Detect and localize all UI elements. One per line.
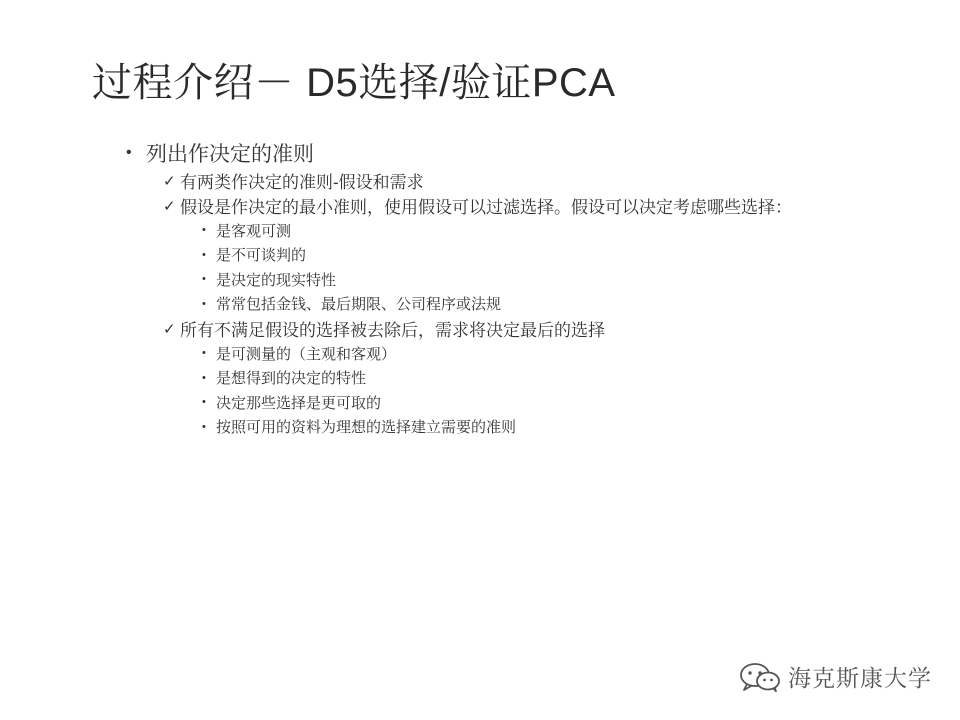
check-item-text: 有两类作决定的准则-假设和需求 (180, 173, 424, 192)
bullet-icon: • (202, 371, 206, 384)
sub-bullet-item (202, 218, 926, 243)
checkmark-icon: ✓ (163, 197, 176, 215)
sub-bullet-item (202, 390, 926, 415)
bullet-icon: • (202, 396, 206, 409)
check-item (163, 316, 926, 341)
sub-bullet-text: 是客观可测 (216, 222, 292, 240)
watermark-text: 海克斯康大学 (788, 665, 932, 691)
bullet-text: 列出作决定的准则 (146, 143, 314, 166)
sub-bullet-text: 是决定的现实特性 (216, 271, 337, 289)
bullet-icon: • (202, 347, 206, 360)
slide-title: 过程介绍－ D5选择/验证PCA (92, 61, 616, 105)
sub-bullet-text: 决定那些选择是更可取的 (216, 394, 382, 412)
sub-bullet-text: 是想得到的决定的特性 (216, 370, 367, 388)
sub-bullet-text: 是可测量的（主观和客观） (216, 345, 397, 363)
sub-bullet-text: 按照可用的资料为理想的选择建立需要的准则 (216, 419, 517, 437)
check-item (163, 168, 926, 193)
bullet-icon: • (202, 224, 206, 237)
sub-bullet-item (202, 267, 926, 292)
wechat-icon (738, 662, 782, 692)
sub-bullet-text: 是不可谈判的 (216, 247, 307, 265)
checkmark-icon: ✓ (163, 320, 176, 338)
sub-bullet-text: 常常包括金钱、最后期限、公司程序或法规 (216, 296, 502, 314)
slide-content (126, 138, 926, 439)
bullet-icon: • (202, 297, 206, 310)
sub-bullet-item (202, 341, 926, 366)
bullet-icon: • (202, 420, 206, 433)
sub-bullet-item (202, 415, 926, 440)
checkmark-icon: ✓ (163, 172, 176, 190)
sub-bullet-item (202, 292, 926, 317)
watermark (738, 660, 932, 693)
bullet-item (126, 138, 926, 168)
check-item-text: 假设是作决定的最小准则，使用假设可以过滤选择。假设可以决定考虑哪些选择： (180, 198, 792, 217)
bullet-icon: • (202, 273, 206, 286)
sub-bullet-item (202, 366, 926, 391)
sub-bullet-item (202, 243, 926, 268)
bullet-icon: • (126, 144, 132, 161)
check-item (163, 193, 926, 218)
check-item-text: 所有不满足假设的选择被去除后，需求将决定最后的选择 (180, 321, 605, 340)
bullet-icon: • (202, 248, 206, 261)
